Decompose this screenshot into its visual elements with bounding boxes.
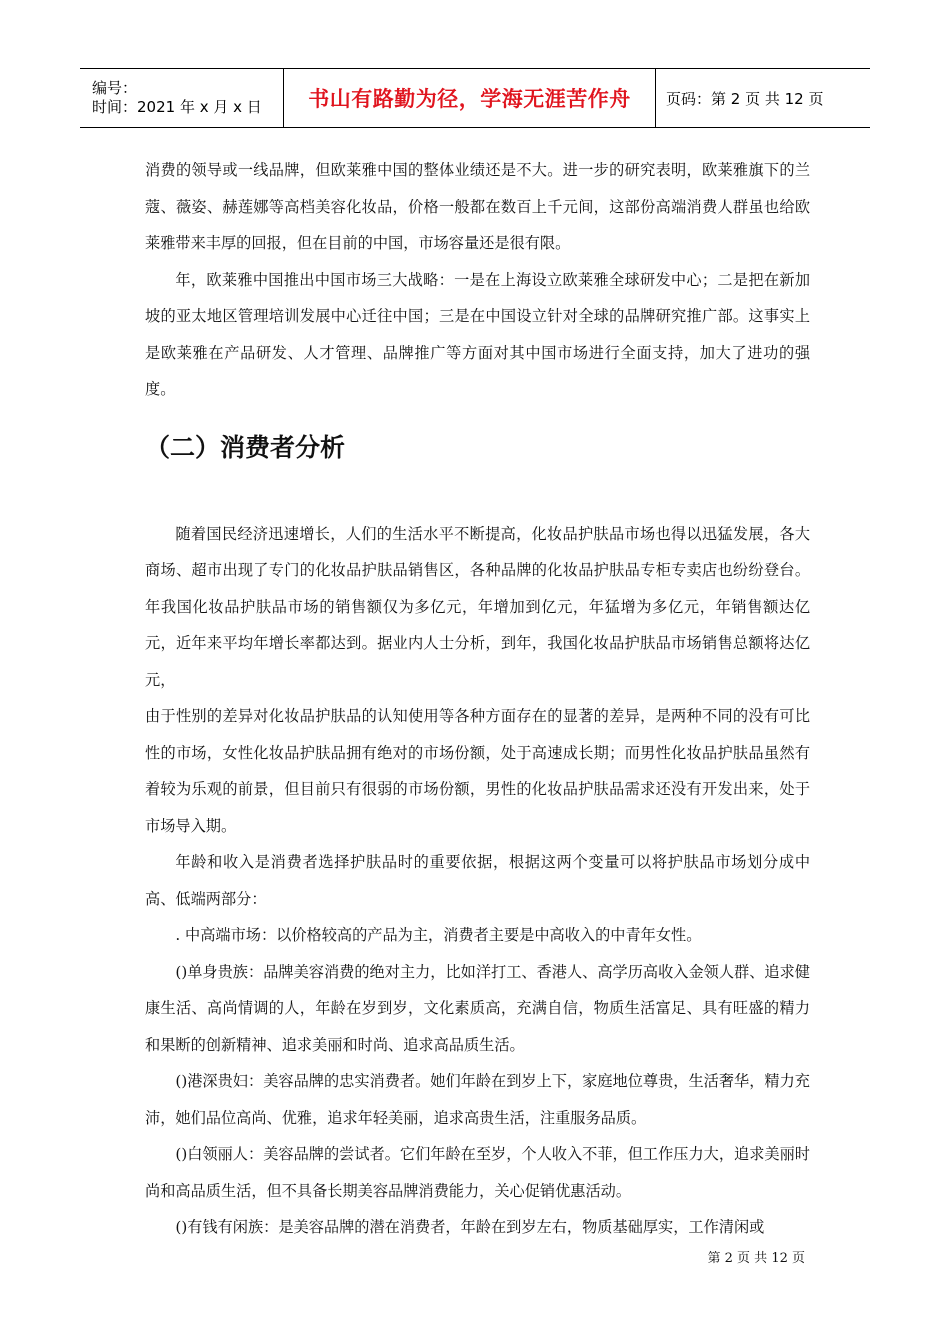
header-motto: 书山有路勤为径，学海无涯苦作舟 xyxy=(283,69,656,127)
paragraph: 年龄和收入是消费者选择护肤品时的重要依据，根据这两个变量可以将护肤品市场划分成中高、低端两部分： xyxy=(145,853,810,908)
document-body xyxy=(145,152,810,1246)
paragraph: 由于性别的差异对化妆品护肤品的认知使用等各种方面存在的显著的差异，是两种不同的没有可比性的市场，女性化妆品护肤品拥有绝对的市场份额，处于高速成长期；而男性化妆品护肤品虽然有着较为乐观的前景，但目前只有很弱的市场份额，男性的化妆品护肤品需求还没有开发出来，处于市场导入期。 xyxy=(145,707,810,835)
document-number-label: 编号： xyxy=(92,79,138,97)
paragraph: 年，欧莱雅中国推出中国市场三大战略：一是在上海设立欧莱雅全球研发中心；二是把在新加坡的亚太地区管理培训发展中心迁往中国；三是在中国设立针对全球的品牌研究推广部。这事实上是欧莱雅在产品研发、人才管理、品牌推广等方面对其中国市场进行全面支持，加大了进功的强度。 xyxy=(145,270,810,398)
paragraph: . 中高端市场：以价格较高的产品为主，消费者主要是中高收入的中青年女性。 xyxy=(175,926,702,944)
paragraph: 消费的领导或一线品牌，但欧莱雅中国的整体业绩还是不大。进一步的研究表明，欧莱雅旗下的兰蔻、薇姿、赫莲娜等高档美容化妆品，价格一般都在数百上千元间，这部份高端消费人群虽也给欧莱雅带来丰厚的回报，但在目前的中国，市场容量还是很有限。 xyxy=(145,161,810,252)
paragraph: 随着国民经济迅速增长，人们的生活水平不断提高，化妆品护肤品市场也得以迅猛发展，各大商场、超市出现了专门的化妆品护肤品销售区，各种品牌的化妆品护肤品专柜专卖店也纷纷登台。年我国化妆品护肤品市场的销售额仅为多亿元，年增加到亿元，年猛增为多亿元，年销售额达亿元，近年来平均年增长率都达到。据业内人士分析，到年，我国化妆品护肤品市场销售总额将达亿元， xyxy=(145,524,810,689)
paragraph: ()有钱有闲族：是美容品牌的潜在消费者，年龄在到岁左右，物质基础厚实，工作清闲或 xyxy=(175,1218,765,1236)
page-footer: 第 2 页 共 12 页 xyxy=(707,1251,805,1266)
paragraph: ()白领丽人：美容品牌的尝试者。它们年龄在至岁，个人收入不菲，但工作压力大，追求美丽时尚和高品质生活，但不具备长期美容品牌消费能力，关心促销优惠活动。 xyxy=(145,1145,810,1200)
section-title: （二）消费者分析 xyxy=(145,432,346,462)
paragraph: ()单身贵族：品牌美容消费的绝对主力，比如洋打工、香港人、高学历高收入金领人群、追求健康生活、高尚情调的人，年龄在岁到岁，文化素质高，充满自信，物质生活富足、具有旺盛的精力和果断的创新精神、追求美丽和时尚、追求高品质生活。 xyxy=(145,962,810,1054)
paragraph: ()港深贵妇：美容品牌的忠实消费者。她们年龄在到岁上下，家庭地位尊贵，生活奢华，精力充沛，她们品位高尚、优雅，追求年轻美丽，追求高贵生活，注重服务品质。 xyxy=(145,1072,810,1127)
header-page-info: 页码：第 2 页 共 12 页 xyxy=(666,89,824,108)
header-meta xyxy=(80,69,283,127)
document-date-label: 时间：2021 年 x 月 x 日 xyxy=(92,98,262,116)
page-header xyxy=(80,68,870,128)
